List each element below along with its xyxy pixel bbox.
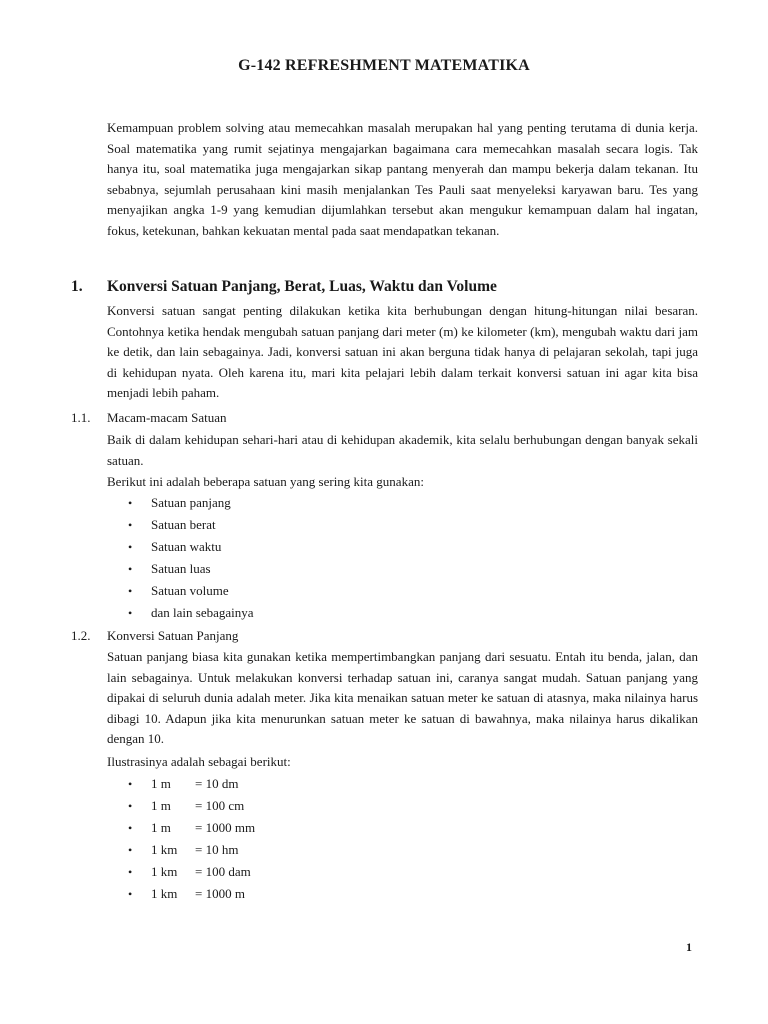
document-page: G-142 REFRESHMENT MATEMATIKA Kemampuan problem solving atau memecahkan masalah merupakan hal yang penting terutama di dunia kerja. Soal matematika yang rumit sejatinya mengajarkan bagaimana cara memecahkan masalah secara logis. Tak hanya itu, soal matematika juga mengajarkan sikap pantang menyerah dan mampu bekerja dalam tekanan. Itu sebabnya, sejumlah perusahaan kini masih menjalankan Tes Pauli saat menyeleksi karyawan baru. Tes yang menyajikan angka 1-9 yang kemudian dijumlahkan tersebut akan mengukur kemampuan dalam hal ingatan, fokus, ketekunan, bahkan kekuatan mental pada saat mendapatkan tekanan. 1. Konversi Satuan Panjang, Berat, Luas, Waktu dan Volume Konversi satuan sangat penting dilakukan ketika kita berhubungan dengan hitung-hitungan nilai besaran. Contohnya ketika hendak mengubah satuan panjang dari meter (m) ke kilometer (km), mengubah waktu dari jam ke detik, dan lain sebagainya. Jadi, konversi satuan ini akan berguna tidak hanya di pelajaran sekolah, tapi juga di kehidupan nyata. Oleh karena itu, mari kita pelajari lebih dalam terkait konversi satuan ini agar kita bisa menjadi lebih paham. 1.1. Macam-macam Satuan Baik di dalam kehidupan sehari-hari atau di kehidupan akademik, kita selalu berhubungan dengan banyak sekali satuan. Berikut ini adalah beberapa satuan yang sering kita gunakan: • Satuan panjang • Satuan berat • Satuan waktu • Satuan luas • Satuan volume • dan lain sebagainya 1.2. Konversi Satuan Panjang Satuan panjang biasa kita gunakan ketika mempertimbangkan panjang dari sesuatu. Entah itu benda, jalan, dan lain sebagainya. Untuk melakukan konversi terhadap satuan ini, caranya sangat mudah. Satuan panjang yang dipakai di seluruh dunia adalah meter. Jika kita menaikan satuan meter ke satuan di atasnya, maka nilainya harus dibagi 10. Adapun jika kita menurunkan satuan meter ke satuan di bawahnya, maka nilainya harus dikalikan dengan 10. Ilustrasinya adalah sebagai berikut: • 1 m = 10 dm • 1 m = 100 cm • 1 m = 1000 mm • 1 km = 10 hm • 1 km = 100 dam • 1 km = 1000 m 1 [0, 0, 768, 1024]
subsection-1-1-paragraph: Baik di dalam kehidupan sehari-hari atau di kehidupan akademik, kita selalu berhubungan dengan banyak sekali satuan. [107, 432, 698, 468]
page-number: 1 [686, 940, 692, 954]
subsection-1-2-heading: Konversi Satuan Panjang [107, 628, 239, 643]
bullet-icon: • [128, 562, 133, 576]
bullet-icon: • [128, 540, 133, 554]
intro-paragraph: Kemampuan problem solving atau memecahkan masalah merupakan hal yang penting terutama di dunia kerja. Soal matematika yang rumit sejatinya mengajarkan bagaimana cara memecahkan masalah secara logis. Tak hanya itu, soal matematika juga mengajarkan sikap pantang menyerah dan mampu bekerja dalam tekanan. Itu sebabnya, sejumlah perusahaan kini masih menjalankan Tes Pauli saat menyeleksi karyawan baru. Tes yang menyajikan angka 1-9 yang kemudian dijumlahkan tersebut akan mengukur kemampuan dalam hal ingatan, fokus, ketekunan, bahkan kekuatan mental pada saat mendapatkan tekanan. [107, 120, 698, 238]
bullet-icon: • [128, 821, 133, 835]
section-1-heading: Konversi Satuan Panjang, Berat, Luas, Waktu dan Volume [107, 278, 497, 295]
subsection-1-1-number: 1.1. [71, 410, 91, 425]
bullet-icon: • [128, 887, 133, 901]
bullet-icon: • [128, 606, 133, 620]
bullet-icon: • [128, 496, 133, 510]
section-1-number: 1. [71, 278, 83, 295]
bullet-icon: • [128, 799, 133, 813]
subsection-1-2-paragraph: Satuan panjang biasa kita gunakan ketika mempertimbangkan panjang dari sesuatu. Entah itu benda, jalan, dan lain sebagainya. Untuk melakukan konversi terhadap satuan ini, caranya sangat mudah. Satuan panjang yang dipakai di seluruh dunia adalah meter. Jika kita menaikan satuan meter ke satuan di atasnya, maka nilainya harus dibagi 10. Adapun jika kita menurunkan satuan meter ke satuan di bawahnya, maka nilainya harus dikalikan dengan 10. [107, 649, 698, 747]
bullet-icon: • [128, 777, 133, 791]
subsection-1-2-lead: Ilustrasinya adalah sebagai berikut: [107, 754, 291, 769]
bullet-icon: • [128, 518, 133, 532]
bullet-icon: • [128, 584, 133, 598]
bullet-icon: • [128, 843, 133, 857]
subsection-1-2-number: 1.2. [71, 628, 91, 643]
subsection-1-1-heading: Macam-macam Satuan [107, 410, 227, 425]
bullet-icon: • [128, 865, 133, 879]
subsection-1-1-lead: Berikut ini adalah beberapa satuan yang sering kita gunakan: [107, 474, 424, 489]
section-1-paragraph: Konversi satuan sangat penting dilakukan ketika kita berhubungan dengan hitung-hitungan nilai besaran. Contohnya ketika hendak mengubah satuan panjang dari meter (m) ke kilometer (km), mengubah waktu dari jam ke detik, dan lain sebagainya. Jadi, konversi satuan ini akan berguna tidak hanya di pelajaran sekolah, tapi juga di kehidupan nyata. Oleh karena itu, mari kita pelajari lebih dalam terkait konversi satuan ini agar kita bisa menjadi lebih paham. [107, 303, 698, 401]
document-title: G-142 REFRESHMENT MATEMATIKA [238, 57, 530, 74]
